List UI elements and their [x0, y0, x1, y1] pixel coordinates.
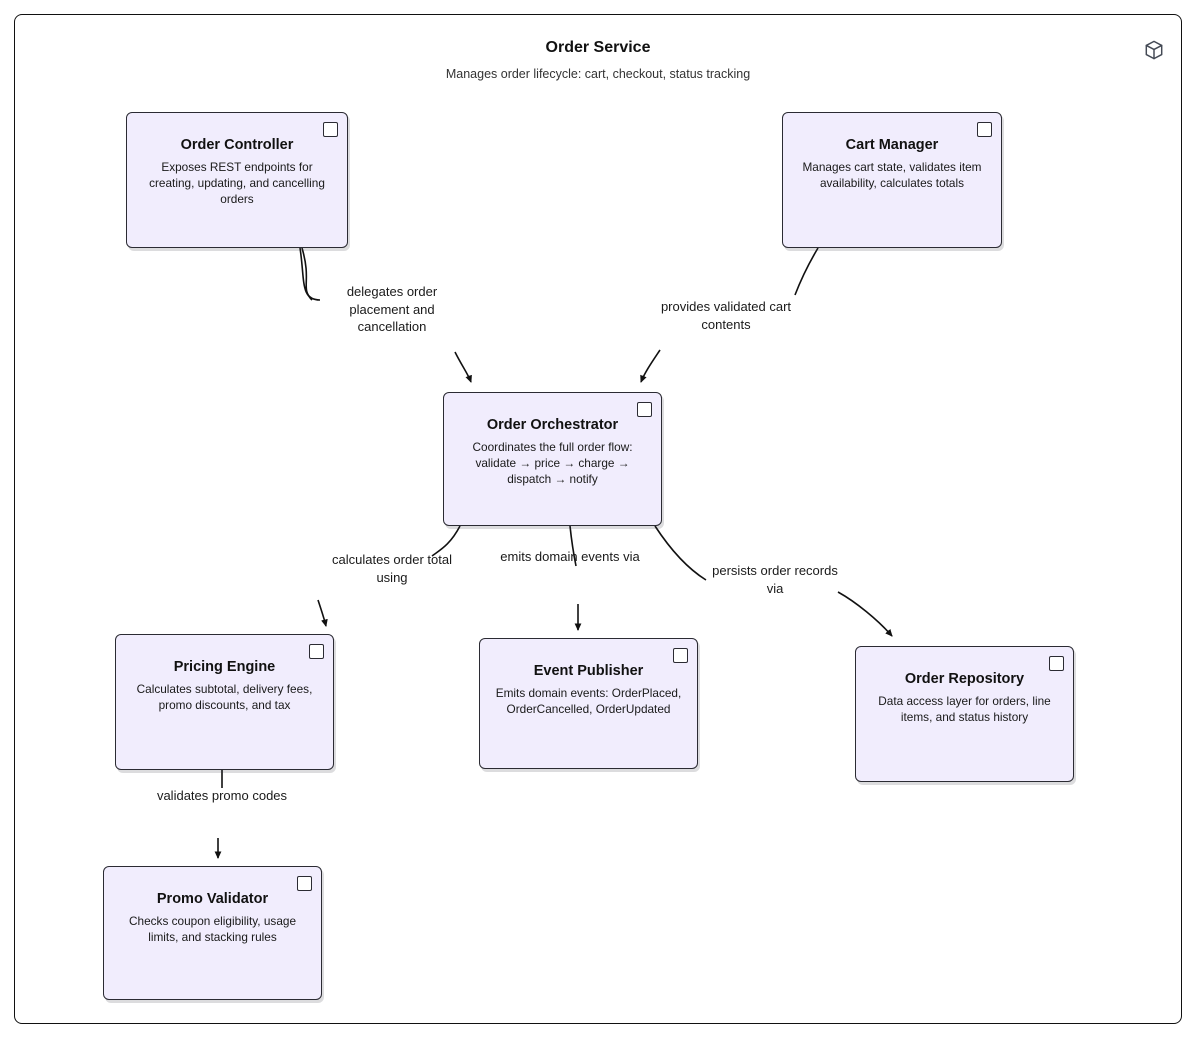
node-description: Calculates subtotal, delivery fees, promo discounts, and tax [136, 682, 313, 713]
node-event-publisher[interactable] [479, 638, 698, 769]
node-title: Pricing Engine [173, 659, 276, 675]
node-badge-icon [977, 122, 992, 137]
edge-label-orchestrator-to-events: emits domain events via [500, 549, 640, 564]
node-description: Manages cart state, validates item availability, calculates totals [802, 160, 982, 191]
node-title: Order Controller [180, 137, 294, 153]
node-description: Coordinates the full order flow: validate → price → charge → dispatch → notify [472, 440, 633, 487]
edge-label-cart-to-orchestrator: provides validated cart contents [660, 299, 792, 332]
node-promo-validator[interactable] [103, 866, 322, 1000]
node-cart-manager[interactable] [782, 112, 1002, 248]
edge-label-orchestrator-to-repository: persists order records via [712, 563, 838, 596]
node-badge-icon [323, 122, 338, 137]
cube-icon [1143, 39, 1165, 61]
node-title: Order Repository [904, 671, 1025, 687]
node-title: Promo Validator [156, 891, 269, 907]
node-description: Data access layer for orders, line items, and status history [878, 694, 1051, 725]
page-title: Order Service [545, 39, 651, 56]
node-pricing-engine[interactable] [115, 634, 334, 770]
node-order-orchestrator[interactable] [443, 392, 662, 526]
edge-label-orchestrator-to-pricing: calculates order total using [332, 552, 452, 585]
edge-label-controller-to-orchestrator: delegates order placement and cancellation [346, 284, 438, 335]
node-badge-icon [309, 644, 324, 659]
node-description: Emits domain events: OrderPlaced, OrderCancelled, OrderUpdated [495, 686, 682, 717]
edge-label-pricing-to-promo: validates promo codes [156, 788, 288, 803]
node-badge-icon [673, 648, 688, 663]
page-subtitle: Manages order lifecycle: cart, checkout, status tracking [445, 67, 751, 81]
node-description: Checks coupon eligibility, usage limits, and stacking rules [129, 914, 296, 945]
node-order-controller[interactable] [126, 112, 348, 248]
node-badge-icon [1049, 656, 1064, 671]
node-title: Cart Manager [845, 137, 939, 153]
node-description: Exposes REST endpoints for creating, updating, and cancelling orders [149, 160, 325, 207]
node-badge-icon [297, 876, 312, 891]
node-title: Order Orchestrator [486, 417, 619, 433]
node-badge-icon [637, 402, 652, 417]
node-title: Event Publisher [533, 663, 644, 679]
node-order-repository[interactable] [855, 646, 1074, 782]
